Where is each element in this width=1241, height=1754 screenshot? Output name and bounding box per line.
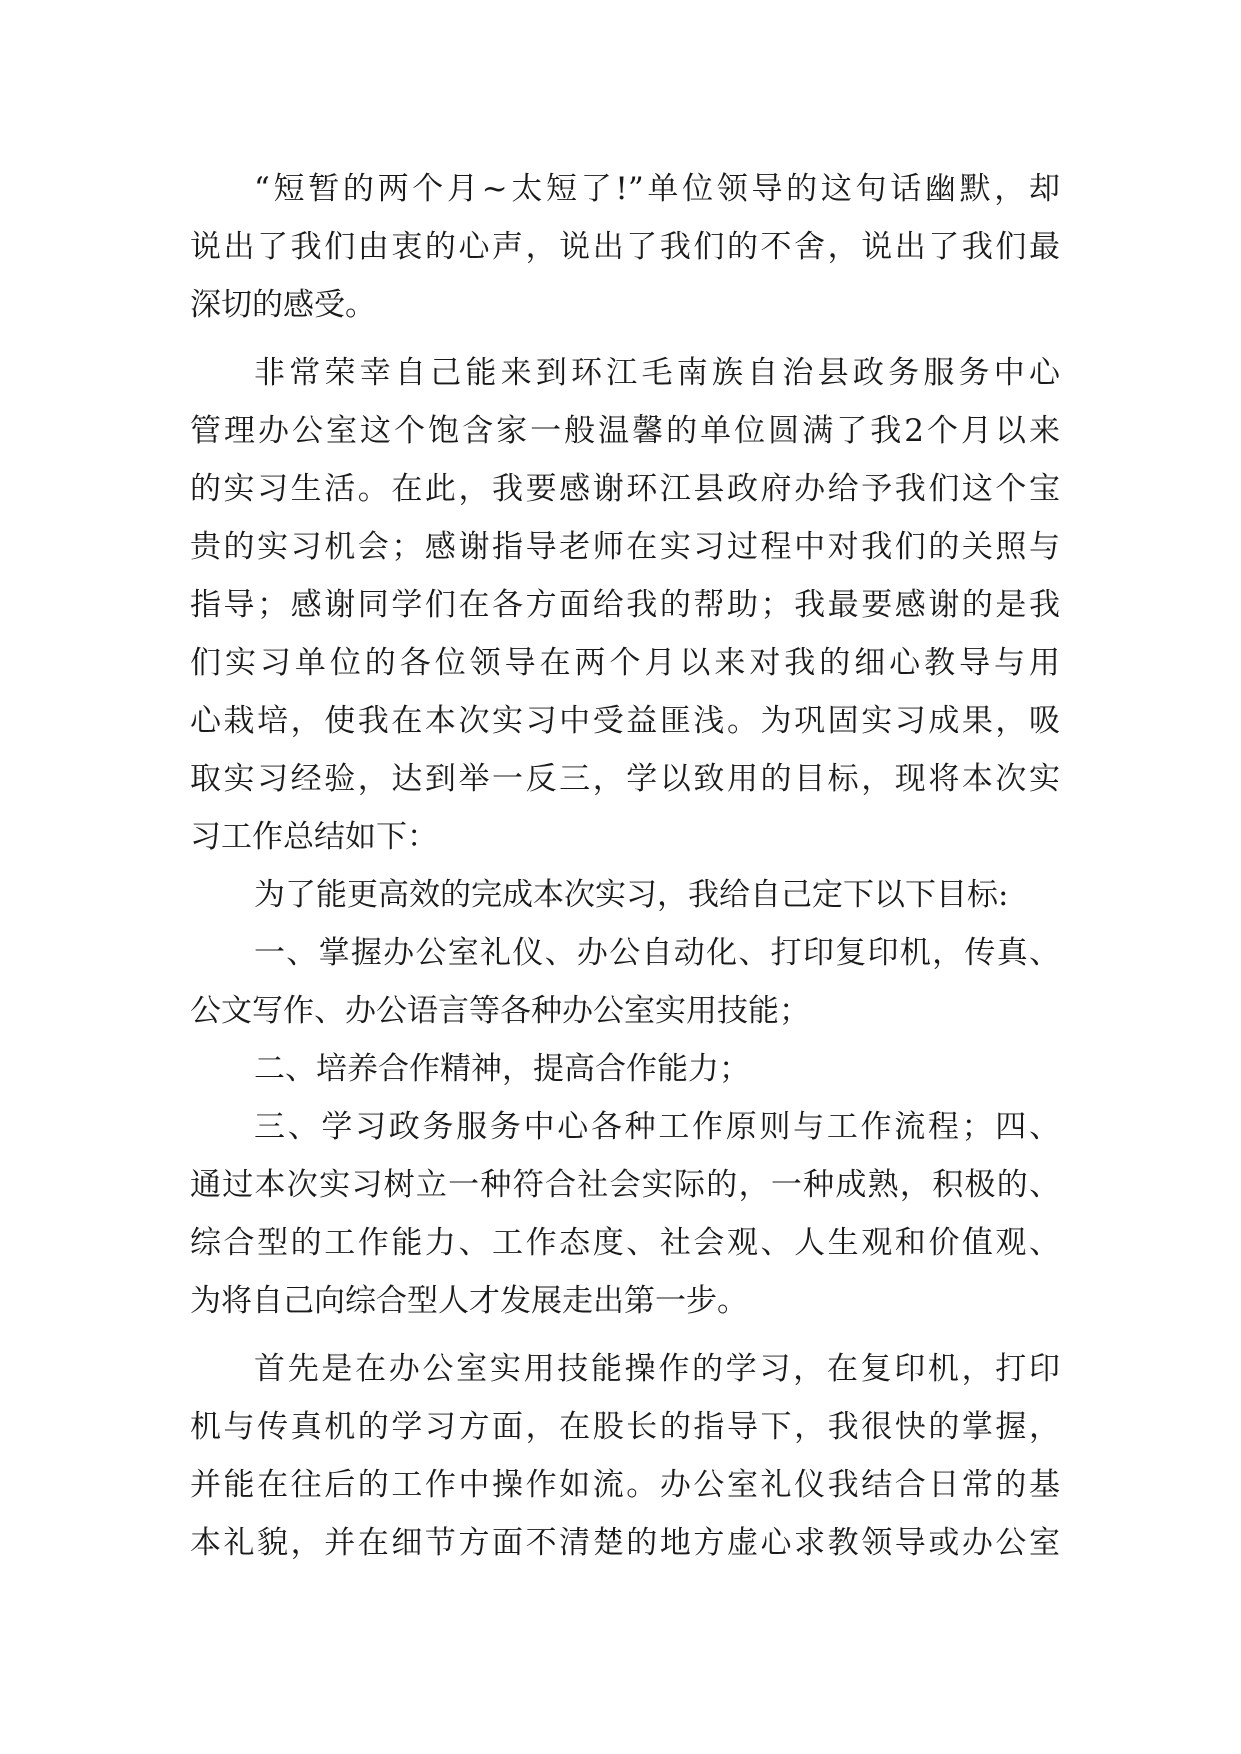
text-line: 习工作总结如下： (190, 819, 438, 855)
text-line: 三、学习政务服务中心各种工作原则与工作流程；四、 (254, 1109, 1060, 1145)
text-line: 综合型的工作能力、工作态度、社会观、人生观和价值观、 (190, 1225, 1060, 1261)
text-line: 取实习经验，达到举一反三，学以致用的目标，现将本次实 (190, 761, 1060, 797)
paragraph (190, 160, 1060, 334)
paragraph (190, 1340, 1060, 1572)
text-line: 心栽培，使我在本次实习中受益匪浅。为巩固实习成果，吸 (190, 703, 1060, 739)
text-line: 说出了我们由衷的心声，说出了我们的不舍，说出了我们最 (190, 229, 1060, 265)
text-line: 二、培养合作精神，提高合作能力； (254, 1051, 750, 1087)
paragraph (190, 866, 1060, 924)
text-line: 管理办公室这个饱含家一般温馨的单位圆满了我2个月以来 (190, 413, 1060, 449)
text-line: 深切的感受。 (190, 287, 376, 323)
text-line: 的实习生活。在此，我要感谢环江县政府办给予我们这个宝 (190, 471, 1060, 507)
text-line: 贵的实习机会；感谢指导老师在实习过程中对我们的关照与 (190, 529, 1060, 565)
text-line: 非常荣幸自己能来到环江毛南族自治县政务服务中心 (254, 355, 1060, 391)
text-line: 为了能更高效的完成本次实习，我给自己定下以下目标: (254, 877, 1009, 913)
paragraph (190, 1098, 1060, 1330)
text-line: 通过本次实习树立一种符合社会实际的，一种成熟，积极的、 (190, 1167, 1060, 1203)
text-line: 公文写作、办公语言等各种办公室实用技能； (190, 993, 810, 1029)
paragraph (190, 924, 1060, 1040)
text-line: 指导；感谢同学们在各方面给我的帮助；我最要感谢的是我 (190, 587, 1060, 623)
text-line: “短暂的两个月~太短了!”单位领导的这句话幽默，却 (254, 171, 1060, 207)
text-line: 们实习单位的各位领导在两个月以来对我的细心教导与用 (190, 645, 1060, 681)
paragraph (190, 1040, 1060, 1098)
text-line: 首先是在办公室实用技能操作的学习，在复印机，打印 (254, 1351, 1060, 1387)
text-line: 为将自己向综合型人才发展走出第一步。 (190, 1283, 748, 1319)
text-line: 机与传真机的学习方面，在股长的指导下，我很快的掌握， (190, 1409, 1060, 1445)
text-line: 本礼貌，并在细节方面不清楚的地方虚心求教领导或办公室 (190, 1525, 1060, 1561)
paragraph (190, 344, 1060, 866)
text-line: 并能在往后的工作中操作如流。办公室礼仪我结合日常的基 (190, 1467, 1060, 1503)
text-line: 一、掌握办公室礼仪、办公自动化、打印复印机，传真、 (254, 935, 1060, 971)
document-body (190, 160, 1060, 1572)
